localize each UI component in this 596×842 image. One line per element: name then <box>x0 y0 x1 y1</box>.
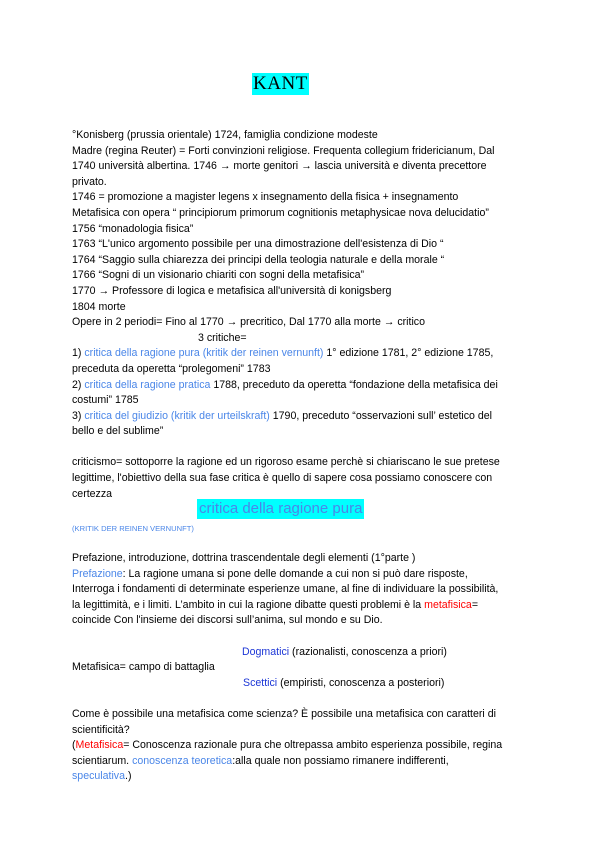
text-line: Opere in 2 periodi= Fino al 1770 → precritico, Dal 1770 alla morte → critico <box>72 316 425 329</box>
dogmatici-term: Dogmatici <box>242 645 290 658</box>
critique-detail: preceduta da operetta “prolegomeni” 1783 <box>72 362 271 375</box>
text-line: 1763 “L'unico argomento possibile per una dimostrazione dell'esistenza di Dio “ <box>72 238 444 251</box>
page-title: KANT <box>253 73 308 94</box>
text-line: 1770 → Professore di logica e metafisica all'università di konigsberg <box>72 284 392 297</box>
text-span: : La ragione umana si pone delle domande a cui non si può dare risposte, <box>122 567 468 580</box>
critique-item-2 <box>72 378 532 409</box>
text-line: 1746 = promozione a magister legens x insegnamento della fisica + insegnamento <box>72 191 459 204</box>
criticismo-line: legittime, l'obiettivo della sua fase critica è quello di sapere cosa possiamo conoscere con <box>72 472 493 485</box>
critique-name: critica della ragione pratica <box>84 378 211 391</box>
text-span: scientiarum. <box>72 754 133 767</box>
text-span: la legittimità, e i limiti. L’ambito in cui la ragione dibatte questi problemi è la <box>72 598 425 611</box>
critique-item-3 <box>72 409 532 440</box>
text-line: 1764 “Saggio sulla chiarezza dei principi della teologia naturale e della morale “ <box>72 253 445 266</box>
criticismo-line: certezza <box>72 487 113 500</box>
item-number: 1) <box>72 347 85 360</box>
spacer <box>72 440 532 456</box>
text-span: :alla quale non possiamo rimanere indifferenti, <box>232 754 449 767</box>
prefazione-term: Prefazione <box>72 567 123 580</box>
text-span: = <box>471 598 478 611</box>
text-line: Interroga i fondamenti di determinate esperienze umane, al fine di individuare la possibilità, <box>72 583 499 596</box>
text-span: .) <box>125 770 132 783</box>
critique-name: critica della ragione pura (kritik der reinen vernunft) <box>84 347 324 360</box>
teoretica-term: conoscenza teoretica <box>132 754 233 767</box>
metafisica-term: metafisica <box>424 598 472 611</box>
section-title: critica della ragione pura <box>199 500 363 517</box>
text-line: 1756 “monadologia fisica” <box>72 222 194 235</box>
text-span: = Conoscenza razionale pura che oltrepassa ambito esperienza possibile, regina <box>123 739 503 752</box>
critique-detail: bello e del sublime” <box>72 425 164 438</box>
critique-detail: 1° edizione 1781, 2° edizione 1785, <box>323 347 494 360</box>
item-number: 3) <box>72 409 85 422</box>
critique-name: critica del giudizio (kritik der urteilskraft) <box>84 409 270 422</box>
critique-detail: costumi” 1785 <box>72 394 139 407</box>
text-line: Metafisica= campo di battaglia <box>72 661 215 674</box>
critica-ragione-pura-section <box>72 551 532 785</box>
text-line: Metafisica con opera “ principiorum primorum cognitionis metaphysicae nova delucidatio” <box>72 206 489 219</box>
text-line: Come è possibile una metafisica come scienza? È possibile una metafisica con caratteri di <box>72 707 496 720</box>
section-subtitle: (KRITIK DER REINEN VERNUNFT) <box>72 524 194 533</box>
metafisica-term: Metafisica <box>75 739 124 752</box>
scettici-term: Scettici <box>243 676 278 689</box>
text-span: (razionalisti, conoscenza a priori) <box>289 645 447 658</box>
speculativa-term: speculativa <box>72 770 125 783</box>
text-line: 1804 morte <box>72 300 126 313</box>
text-line: Prefazione, introduzione, dottrina trascendentale degli elementi (1°parte ) <box>72 552 416 564</box>
critique-detail: 1788, preceduto da operetta “fondazione della metafisica dei <box>210 378 498 391</box>
criticismo-line: criticismo= sottoporre la ragione ed un rigoroso esame perchè si chiariscano le sue pretese <box>72 456 500 469</box>
text-line: 1740 università albertina. 1746 → morte genitori → lascia università e diventa precettore <box>72 160 487 173</box>
text-line: privato. <box>72 175 107 188</box>
critique-detail: 1790, preceduto “osservazioni sull’ estetico del <box>269 409 493 422</box>
text-line: 1766 “Sogni di un visionario chiariti con sogni della metafisica” <box>72 269 365 282</box>
text-span: ( <box>72 739 76 752</box>
text-line: 3 critiche= <box>198 331 247 344</box>
critique-item-1 <box>72 346 532 377</box>
spacer <box>72 691 532 707</box>
spacer <box>72 629 532 645</box>
item-number: 2) <box>72 378 85 391</box>
intro-section <box>72 128 532 502</box>
text-line: scientificità? <box>72 723 130 736</box>
text-line: °Konisberg (prussia orientale) 1724, famiglia condizione modeste <box>72 129 378 141</box>
text-line: coincide Con l'insieme dei discorsi sull’anima, sul mondo e su Dio. <box>72 614 383 627</box>
text-span: (empiristi, conoscenza a posteriori) <box>277 676 445 689</box>
text-line: Madre (regina Reuter) = Forti convinzioni religiose. Frequenta collegium fridericianum, Dal <box>72 144 495 157</box>
